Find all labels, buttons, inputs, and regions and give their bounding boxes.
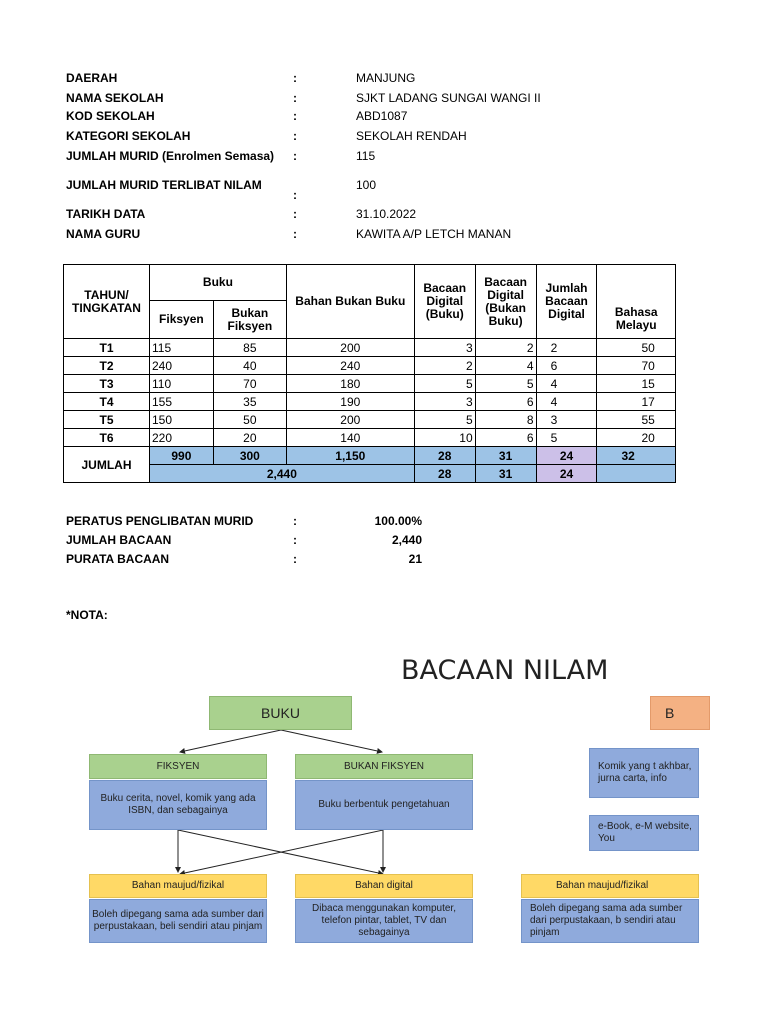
info-colon: : — [293, 227, 297, 241]
info-colon: : — [293, 71, 297, 85]
cell-dig-buku: 3 — [414, 339, 475, 357]
cell-dig-bb: 8 — [475, 411, 536, 429]
cell-bm: 55 — [597, 411, 676, 429]
cell-dig-bb: 4 — [475, 357, 536, 375]
cell-bbb: 200 — [286, 411, 414, 429]
cell-dig-bb: 6 — [475, 429, 536, 447]
cell-dig-buku: 5 — [414, 375, 475, 393]
cell-dig-buku: 3 — [414, 393, 475, 411]
info-value-jumlah-murid: 115 — [356, 149, 376, 163]
cell-dig-bb: 2 — [475, 339, 536, 357]
info-colon: : — [293, 109, 297, 123]
cell-dig-bb: 5 — [475, 375, 536, 393]
summary-value-peratus: 100.00% — [374, 514, 422, 528]
cell-fiksyen: 150 — [149, 411, 213, 429]
info-value-daerah: MANJUNG — [356, 71, 416, 85]
info-colon: : — [293, 149, 297, 163]
header-bahasa-melayu: Bahasa Melayu — [597, 301, 676, 339]
info-label-daerah: DAERAH — [66, 71, 118, 85]
box-digital: Bahan digital — [295, 874, 473, 898]
arrow-buku-fiksyen — [180, 730, 281, 752]
jumlah-bm: 32 — [597, 447, 676, 465]
cell-bbb: 200 — [286, 339, 414, 357]
jumlah-dig-bb: 31 — [475, 447, 536, 465]
header-fiksyen: Fiksyen — [149, 301, 213, 339]
cell-jum-dig: 6 — [536, 357, 597, 375]
header-bahan-bukan-buku: Bahan Bukan Buku — [286, 265, 414, 339]
info-colon: : — [293, 129, 297, 143]
jumlah-dig-buku-2: 28 — [414, 465, 475, 483]
info-label-tarikh: TARIKH DATA — [66, 207, 146, 221]
cell-tahun: T4 — [64, 393, 150, 411]
info-label-jumlah-murid: JUMLAH MURID (Enrolmen Semasa) — [66, 149, 275, 163]
header-bukan-fiksyen: Bukan Fiksyen — [213, 301, 286, 339]
cell-bm: 17 — [597, 393, 676, 411]
cell-bbb: 140 — [286, 429, 414, 447]
cell-bbb: 190 — [286, 393, 414, 411]
cell-jum-dig: 4 — [536, 393, 597, 411]
cell-fiksyen: 240 — [149, 357, 213, 375]
header-buku: Buku — [149, 265, 286, 301]
cell-dig-buku: 10 — [414, 429, 475, 447]
cell-bukan-fiksyen: 20 — [213, 429, 286, 447]
cell-dig-buku: 2 — [414, 357, 475, 375]
summary-label-jumlah: JUMLAH BACAAN — [66, 533, 172, 547]
header-tahun: TAHUN/ TINGKATAN — [64, 265, 150, 339]
cell-tahun: T6 — [64, 429, 150, 447]
box-right-desc-2: e-Book, e-M website, You — [589, 815, 699, 851]
cell-bukan-fiksyen: 70 — [213, 375, 286, 393]
cell-bm: 20 — [597, 429, 676, 447]
info-value-murid-nilam: 100 — [356, 178, 377, 192]
cell-bukan-fiksyen: 50 — [213, 411, 286, 429]
jumlah-total: 2,440 — [149, 465, 414, 483]
cell-bbb: 180 — [286, 375, 414, 393]
box-right-maujud-desc: Boleh dipegang sama ada sumber dari perpustakaan, b sendiri atau pinjam — [521, 899, 699, 943]
box-fiksyen: FIKSYEN — [89, 754, 267, 779]
jumlah-jum-dig-2: 24 — [536, 465, 597, 483]
summary-value-jumlah: 2,440 — [391, 533, 422, 547]
cell-bbb: 240 — [286, 357, 414, 375]
diagram-title: BACAAN NILAM — [401, 655, 609, 686]
cell-bukan-fiksyen: 85 — [213, 339, 286, 357]
cell-dig-buku: 5 — [414, 411, 475, 429]
info-colon: : — [293, 91, 297, 105]
jumlah-fiksyen: 990 — [149, 447, 213, 465]
summary-colon: : — [293, 552, 297, 566]
info-colon: : — [293, 207, 297, 221]
cell-dig-bb: 6 — [475, 393, 536, 411]
jumlah-jum-dig: 24 — [536, 447, 597, 465]
jumlah-bukan-fiksyen: 300 — [213, 447, 286, 465]
cell-bukan-fiksyen: 40 — [213, 357, 286, 375]
info-label-murid-nilam: JUMLAH MURID TERLIBAT NILAM — [66, 178, 262, 192]
info-label-kod-sekolah: KOD SEKOLAH — [66, 109, 155, 123]
cell-bm: 15 — [597, 375, 676, 393]
box-maujud-desc: Boleh dipegang sama ada sumber dari perpustakaan, beli sendiri atau pinjam — [89, 899, 267, 943]
jumlah-label: JUMLAH — [64, 447, 150, 483]
info-label-kategori: KATEGORI SEKOLAH — [66, 129, 191, 143]
box-bukan-fiksyen: BUKAN FIKSYEN — [295, 754, 473, 779]
summary-colon: : — [293, 514, 297, 528]
info-value-tarikh: 31.10.2022 — [356, 207, 417, 221]
jumlah-dig-buku: 28 — [414, 447, 475, 465]
info-label-nama-sekolah: NAMA SEKOLAH — [66, 91, 164, 105]
cell-fiksyen: 115 — [149, 339, 213, 357]
info-value-nama-sekolah: SJKT LADANG SUNGAI WANGI II — [356, 91, 541, 105]
cell-jum-dig: 3 — [536, 411, 597, 429]
box-right-head: B — [650, 696, 710, 730]
info-value-kod-sekolah: ABD1087 — [356, 109, 408, 123]
cell-fiksyen: 220 — [149, 429, 213, 447]
summary-value-purata: 21 — [408, 552, 422, 566]
box-bukan-fiksyen-desc: Buku berbentuk pengetahuan — [295, 780, 473, 830]
summary-label-purata: PURATA BACAAN — [66, 552, 170, 566]
nota-label: *NOTA: — [66, 608, 108, 622]
info-label-guru: NAMA GURU — [66, 227, 141, 241]
box-right-maujud: Bahan maujud/fizikal — [521, 874, 699, 898]
header-jumlah-digital: Jumlah Bacaan Digital — [536, 265, 597, 339]
cell-tahun: T5 — [64, 411, 150, 429]
arrow-buku-bukan-fiksyen — [281, 730, 382, 752]
cell-tahun: T1 — [64, 339, 150, 357]
info-value-guru: KAWITA A/P LETCH MANAN — [356, 227, 512, 241]
info-colon: : — [293, 188, 297, 202]
cell-tahun: T2 — [64, 357, 150, 375]
cell-jum-dig: 2 — [536, 339, 597, 357]
cell-tahun: T3 — [64, 375, 150, 393]
box-right-desc-1: Komik yang t akhbar, jurna carta, info — [589, 748, 699, 798]
header-digital-buku: Bacaan Digital (Buku) — [414, 265, 475, 339]
jumlah-dig-bb-2: 31 — [475, 465, 536, 483]
cell-fiksyen: 110 — [149, 375, 213, 393]
box-fiksyen-desc: Buku cerita, novel, komik yang ada ISBN, dan sebagainya — [89, 780, 267, 830]
summary-label-peratus: PERATUS PENGLIBATAN MURID — [66, 514, 254, 528]
cell-jum-dig: 5 — [536, 429, 597, 447]
cell-jum-dig: 4 — [536, 375, 597, 393]
box-buku: BUKU — [209, 696, 352, 730]
cell-bukan-fiksyen: 35 — [213, 393, 286, 411]
cell-bm: 50 — [597, 339, 676, 357]
box-digital-desc: Dibaca menggunakan komputer, telefon pintar, tablet, TV dan sebagainya — [295, 899, 473, 943]
summary-colon: : — [293, 533, 297, 547]
jumlah-bbb: 1,150 — [286, 447, 414, 465]
box-maujud: Bahan maujud/fizikal — [89, 874, 267, 898]
cell-bm: 70 — [597, 357, 676, 375]
info-value-kategori: SEKOLAH RENDAH — [356, 129, 467, 143]
header-digital-bukan-buku: Bacaan Digital (Bukan Buku) — [475, 265, 536, 339]
cell-fiksyen: 155 — [149, 393, 213, 411]
